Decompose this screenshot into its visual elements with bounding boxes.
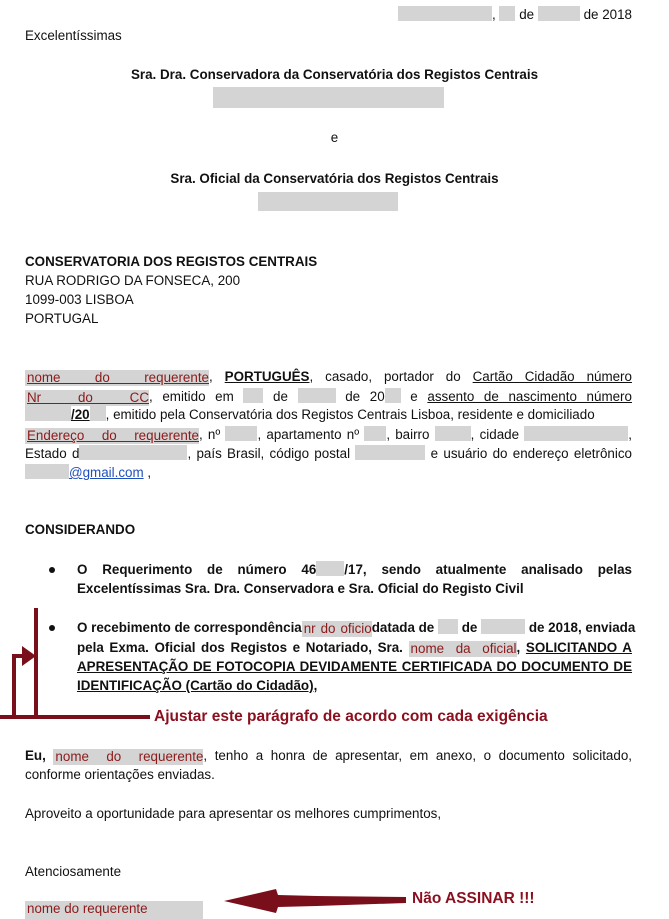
bullet2-line-4: IDENTIFICAÇÃO (Cartão do Cidadão),	[77, 678, 318, 693]
redacted-month	[481, 619, 525, 634]
redacted-conservadora-name	[213, 87, 444, 108]
field-requerente-address[interactable]: Endereço do requerente	[27, 428, 199, 443]
field-cc-number[interactable]: Nr do CC	[27, 390, 149, 405]
address-line-2: RUA RODRIGO DA FONSECA, 200	[25, 273, 241, 288]
bullet1-line-1: O Requerimento de número 46 /17, sendo atualmente analisado pelas	[77, 562, 632, 577]
redacted-assento-year	[90, 406, 106, 421]
redacted-requerimento	[316, 561, 344, 576]
bullet2-line-2: pela Exma. Oficial dos Registos e Notariado, Sra. nome da oficial, SOLICITANDO A	[77, 640, 632, 656]
signature-field[interactable]: nome do requerente	[25, 901, 203, 919]
redacted-number	[225, 426, 257, 441]
regards: Aproveito a oportunidade para apresentar os melhores cumprimentos,	[25, 806, 442, 821]
redacted-month	[538, 6, 580, 21]
redacted-day	[438, 619, 458, 634]
redacted-oficial-name	[258, 192, 398, 211]
redacted-assento	[25, 406, 71, 421]
nationality: PORTUGUÊS	[224, 369, 310, 384]
redacted-city	[524, 426, 628, 441]
closing-line-1: Eu, nome do requerente, tenho a honra de apresentar, em anexo, o documento solicitado,	[25, 748, 632, 764]
no-sign-arrow-icon	[222, 886, 408, 916]
field-oficio-number[interactable]: nr do oficio	[303, 621, 372, 636]
redacted-bairro	[435, 426, 471, 441]
bullet-marker-1	[49, 567, 55, 573]
address-line-1: CONSERVATORIA DOS REGISTOS CENTRAIS	[25, 254, 318, 269]
intro-line-5: Estado d , país Brasil, código postal e usuário do endereço eletrônico	[25, 446, 632, 461]
intro-line-6: @gmail.com ,	[25, 464, 151, 482]
redacted-email-user	[25, 464, 69, 479]
bullet2-line-3: APRESENTAÇÃO DE FOTOCOPIA DEVIDAMENTE CERTIFICADA DO DOCUMENTO DE	[77, 659, 632, 674]
intro-line-1: nome do requerente, PORTUGUÊS, casado, portador do Cartão Cidadão número	[27, 369, 632, 385]
considerando-heading: CONSIDERANDO	[25, 522, 136, 537]
closing-line-2: conforme orientações enviadas.	[25, 767, 215, 782]
addressee-conservadora: Sra. Dra. Conservadora da Conservatória dos Registos Centrais	[130, 67, 539, 82]
field-oficial-name[interactable]: nome da oficial	[410, 641, 517, 656]
redacted-state	[79, 445, 187, 460]
signoff: Atenciosamente	[25, 864, 122, 879]
redacted-city	[398, 6, 492, 21]
redacted-day	[499, 6, 515, 21]
assento-label: assento de nascimento número	[427, 389, 632, 404]
date-line: , de de 2018	[398, 6, 632, 24]
redacted-postal-code	[355, 445, 425, 460]
note-adjust-paragraph: Ajustar este parágrafo de acordo com cada exigência	[154, 708, 548, 725]
redacted-year	[385, 388, 401, 403]
greeting: Excelentíssimas	[25, 28, 122, 43]
intro-line-2: Nr do CC, emitido em de de 20 e assento de nascimento número	[27, 389, 632, 405]
addressee-oficial: Sra. Oficial da Conservatória dos Registos Centrais	[170, 171, 499, 186]
address-line-4: PORTUGAL	[25, 311, 99, 326]
redacted-month	[298, 388, 336, 403]
cc-label: Cartão Cidadão número	[472, 369, 632, 384]
bullet1-line-2: Excelentíssimas Sra. Dra. Conservadora e Sra. Oficial do Registo Civil	[77, 581, 524, 596]
redacted-day	[243, 388, 263, 403]
field-requerente-name[interactable]: nome do requerente	[27, 370, 209, 385]
note-no-sign: Não ASSINAR !!!	[412, 890, 535, 907]
intro-line-3: /20 , emitido pela Conservatória dos Registos Centrais Lisboa, residente e domiciliado	[25, 406, 595, 424]
conjunction: e	[330, 130, 339, 145]
redacted-apartment	[364, 426, 386, 441]
intro-line-4: Endereço do requerente, nº , apartamento nº , bairro , cidade ,	[27, 427, 632, 443]
adjust-bracket-arrow-icon	[0, 600, 160, 725]
field-requerente-name-closing[interactable]: nome do requerente	[55, 749, 204, 764]
bullet2-line-1: O recebimento de correspondência nr do oficiodatada de de de 2018, enviada	[77, 620, 636, 636]
address-line-3: 1099-003 LISBOA	[25, 292, 134, 307]
email-link[interactable]: @gmail.com	[69, 465, 144, 480]
